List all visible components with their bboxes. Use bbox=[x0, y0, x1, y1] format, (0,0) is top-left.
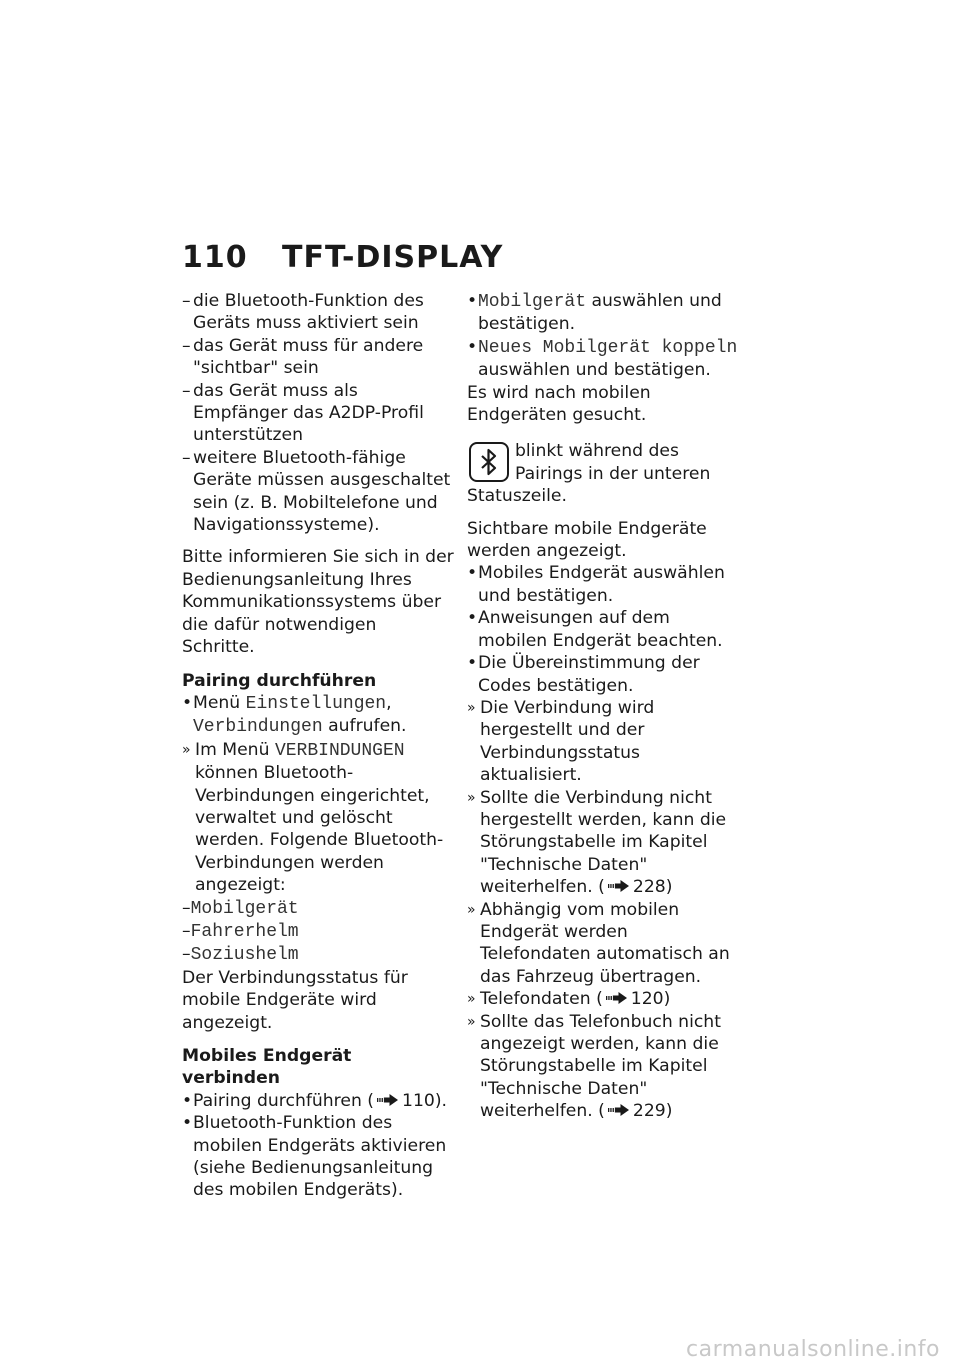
connect-step: • Bluetooth-Funktion des mobilen Endgeräts aktivieren (siehe Bedienungsanleitung des mobilen Endgeräts). bbox=[182, 1113, 447, 1201]
chapter-title: TFT-DISPLAY bbox=[282, 240, 504, 275]
requirement-item: – die Bluetooth-Funktion des Geräts muss aktiviert sein bbox=[182, 291, 424, 334]
menu-verbindungen-caps: VERBINDUNGEN bbox=[274, 740, 405, 761]
page-header bbox=[182, 240, 503, 275]
left-column bbox=[182, 290, 454, 1202]
result-item: » Telefondaten ( 120) bbox=[467, 989, 671, 1010]
result-item: » Die Verbindung wird hergestellt und der Verbindungsstatus aktualisiert. bbox=[467, 697, 655, 786]
page-reference-icon bbox=[377, 1093, 399, 1107]
list-item: • Mobiles Endgerät auswählen und bestätigen. bbox=[467, 563, 725, 606]
pairing-result: » Im Menü VERBINDUNGEN können Bluetooth-Verbindungen eingerichtet, verwaltet und gelöscht werden. Folgende Bluetooth-Verbindungen werden angezeigt: bbox=[182, 739, 444, 896]
pairing-heading: Pairing durchführen bbox=[182, 670, 377, 691]
status-paragraph: Der Verbindungsstatus für mobile Endgeräte wird angezeigt. bbox=[182, 967, 408, 1033]
requirement-item: – das Gerät muss als Empfänger das A2DP-Profil unterstützen bbox=[182, 380, 424, 446]
list-item: • Anweisungen auf dem mobilen Endgerät beachten. bbox=[467, 608, 723, 651]
page-reference-icon bbox=[608, 1103, 630, 1117]
device-step: • Neues Mobilgerät koppeln auswählen und bestätigen. bbox=[467, 336, 738, 381]
result-item: » Abhängig vom mobilen Endgerät werden Telefondaten automatisch an das Fahrzeug übertragen. bbox=[467, 899, 730, 987]
list-item: • Die Übereinstimmung der Codes bestätigen. bbox=[467, 653, 700, 696]
page-reference-icon bbox=[608, 879, 630, 893]
connect-step: • Pairing durchführen ( 110). bbox=[182, 1090, 447, 1111]
connect-heading: Mobiles Endgerät verbinden bbox=[182, 1046, 352, 1089]
connection-item: –Fahrerhelm bbox=[182, 920, 299, 942]
pairing-step: • Menü Einstellungen, Verbindungen aufrufen. bbox=[182, 692, 407, 738]
page-reference-icon bbox=[606, 991, 628, 1005]
connection-item: –Mobilgerät bbox=[182, 897, 299, 919]
result-item: » Sollte die Verbindung nicht hergestellt werden, kann die Störungstabelle im Kapitel "Technische Daten" weiterhelfen. ( 228) bbox=[467, 787, 727, 898]
menu-verbindungen: Verbindungen bbox=[193, 717, 323, 738]
search-paragraph: Es wird nach mobilen Endgeräten gesucht. bbox=[467, 382, 651, 426]
visible-paragraph: Sichtbare mobile Endgeräte werden angezeigt. bbox=[467, 518, 707, 562]
page-number: 110 bbox=[182, 240, 248, 275]
result-item: » Sollte das Telefonbuch nicht angezeigt werden, kann die Störungstabelle im Kapitel "Technische Daten" weiterhelfen. ( 229) bbox=[467, 1011, 721, 1122]
device-step: • Mobilgerät auswählen und bestätigen. bbox=[467, 291, 722, 335]
bluetooth-paragraph: blinkt während des Pairings in der unteren Statuszeile. bbox=[467, 441, 711, 507]
info-paragraph: Bitte informieren Sie sich in der Bedienungsanleitung Ihres Kommunikationssystems über die dafür notwendigen Schritte. bbox=[182, 547, 454, 658]
requirement-item: – das Gerät muss für andere "sichtbar" sein bbox=[182, 335, 424, 379]
right-column bbox=[467, 290, 739, 1123]
bluetooth-icon bbox=[469, 442, 509, 482]
menu-einstellungen: Einstellungen bbox=[245, 693, 387, 714]
connection-item: –Soziushelm bbox=[182, 944, 299, 966]
menu-neues-mobilgeraet: Neues Mobilgerät koppeln bbox=[478, 337, 738, 358]
watermark: carmanualsonline.info bbox=[686, 1337, 940, 1362]
requirement-item: – weitere Bluetooth-fähige Geräte müssen ausgeschaltet sein (z. B. Mobiltelefone und Navigationssysteme). bbox=[182, 447, 451, 536]
menu-mobilgeraet: Mobilgerät bbox=[478, 292, 587, 312]
